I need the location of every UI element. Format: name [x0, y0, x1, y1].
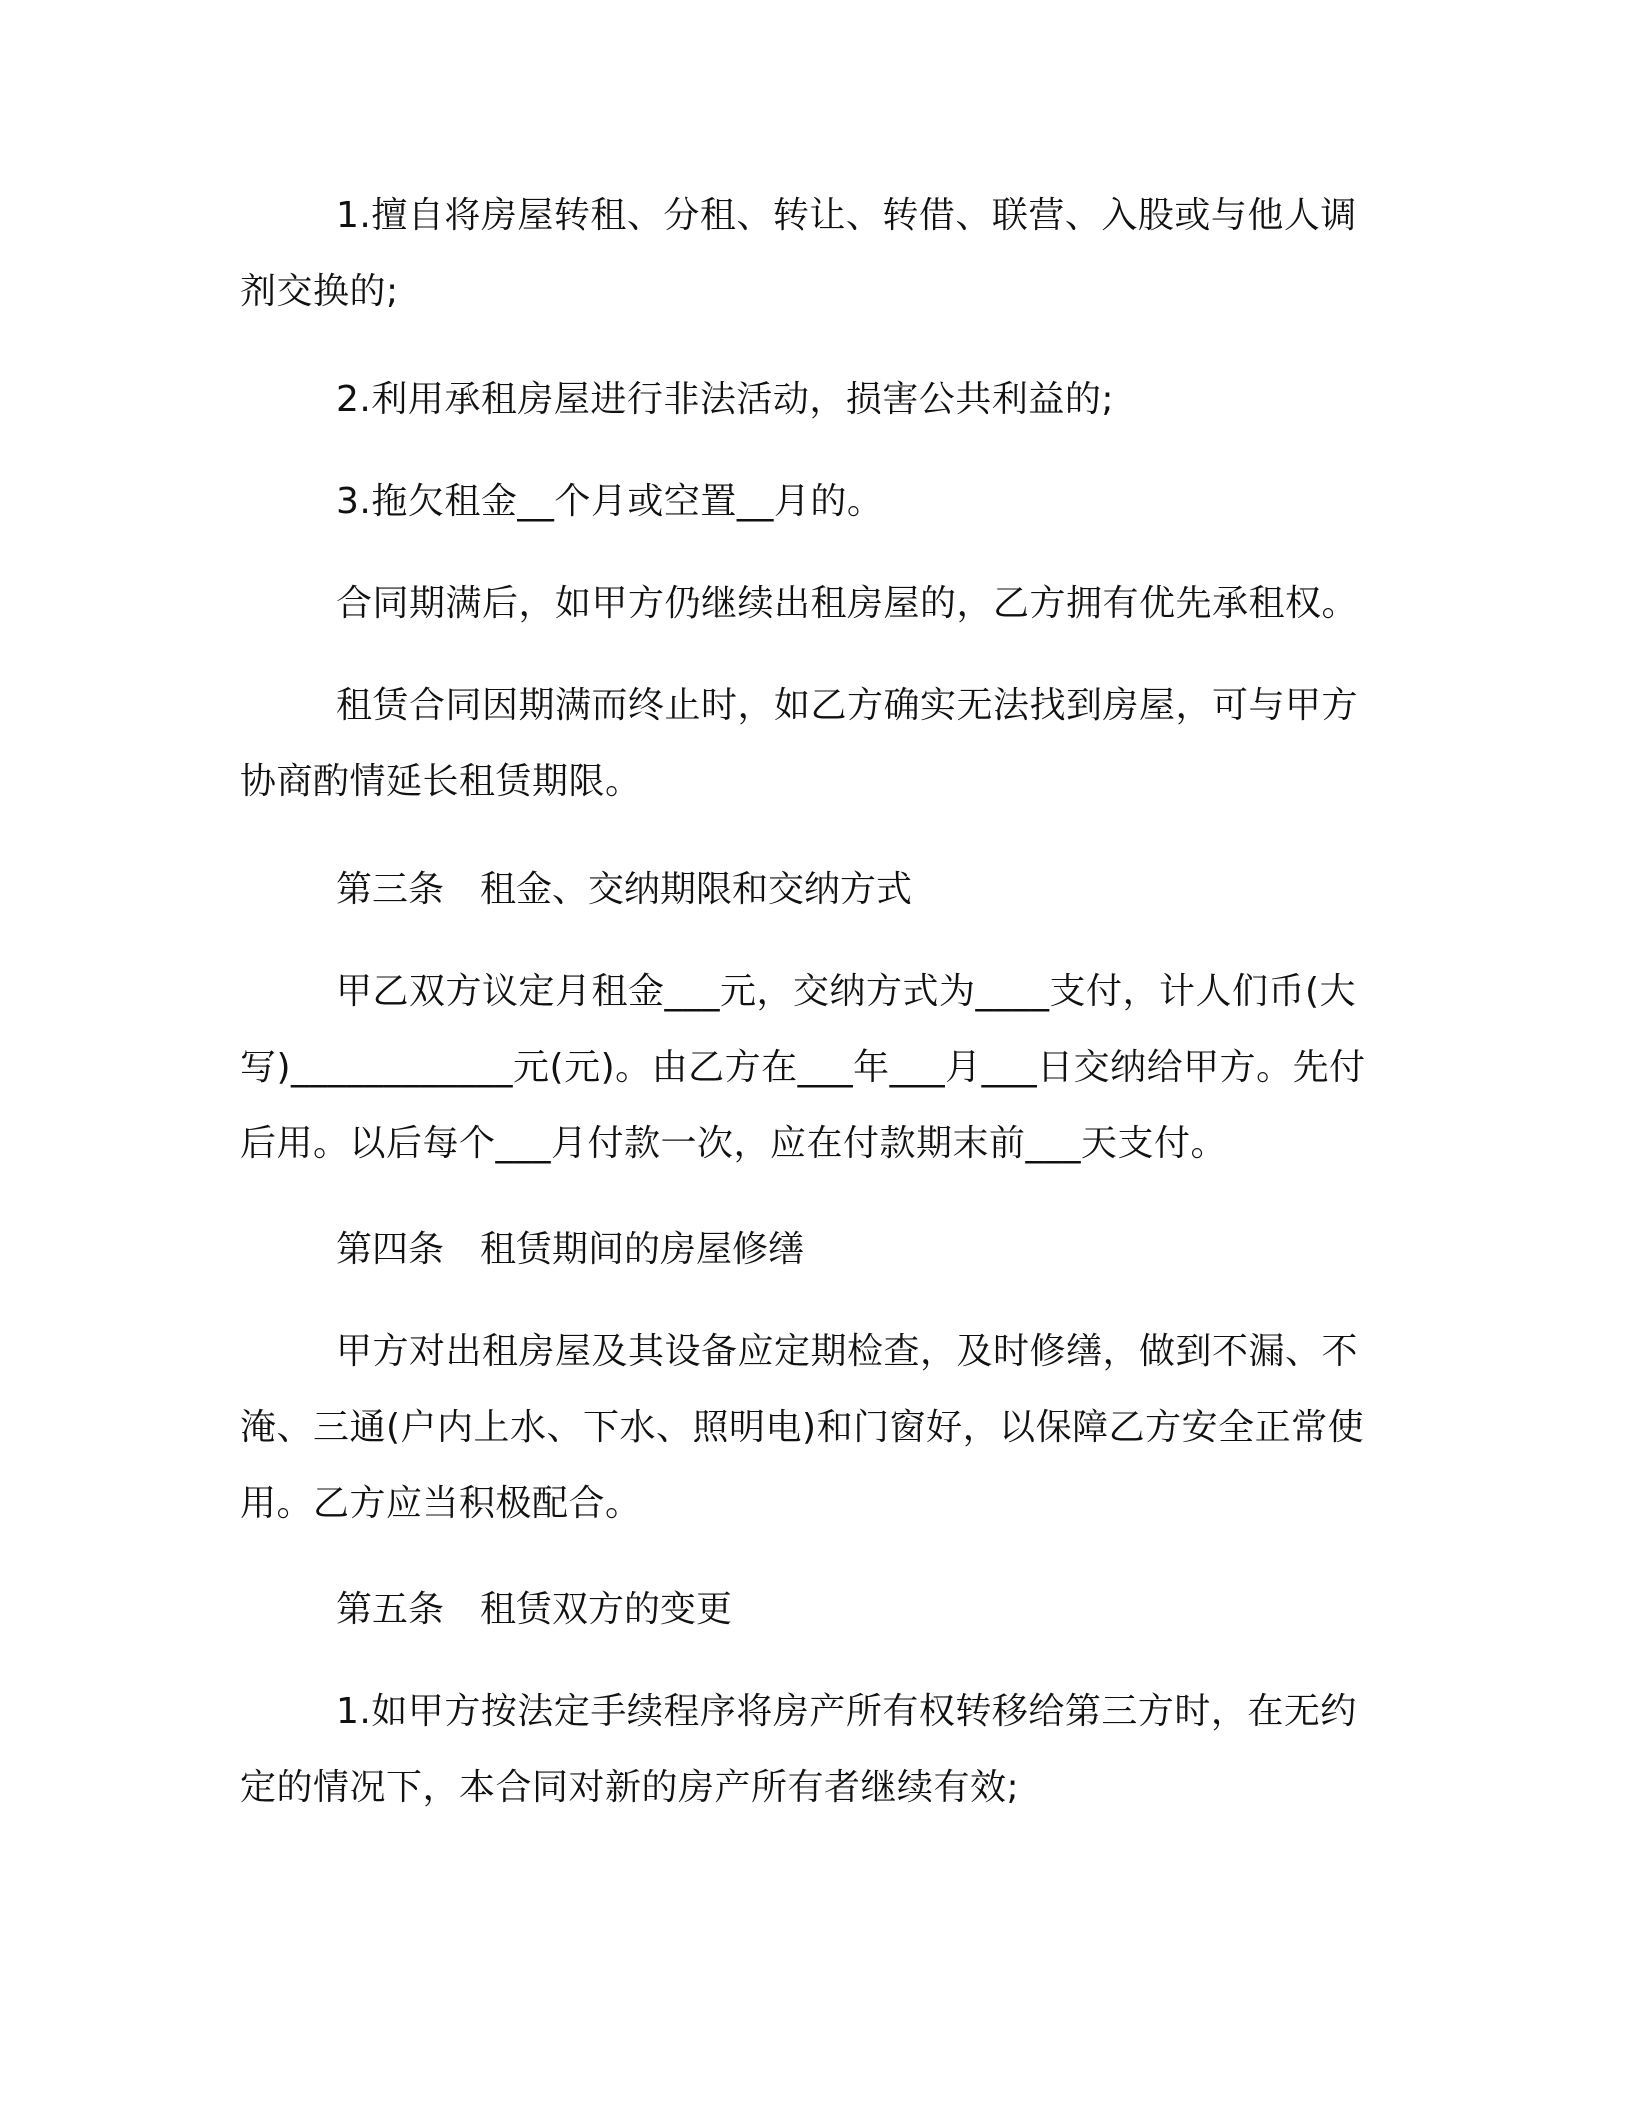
article-3-heading: 第三条 租金、交纳期限和交纳方式	[336, 869, 913, 910]
clause-item-1: 1.擅自将房屋转租、分租、转让、转借、联营、入股或与他人调剂交换的;	[240, 195, 1357, 312]
article-4-heading: 第四条 租赁期间的房屋修缮	[336, 1229, 805, 1270]
clause-item-3: 3.拖欠租金__个月或空置__月的。	[336, 481, 884, 522]
renewal-priority-paragraph: 合同期满后，如甲方仍继续出租房屋的，乙方拥有优先承租权。	[336, 583, 1359, 624]
article-5-heading: 第五条 租赁双方的变更	[336, 1589, 733, 1630]
ownership-transfer-paragraph: 1.如甲方按法定手续程序将房产所有权转移给第三方时，在无约定的情况下，本合同对新的房产所有者继续有效;	[240, 1691, 1357, 1808]
repair-obligation-paragraph: 甲方对出租房屋及其设备应定期检查，及时修缮，做到不漏、不淹、三通(户内上水、下水、照明电)和门窗好，以保障乙方安全正常使用。乙方应当积极配合。	[240, 1331, 1365, 1524]
clause-item-2: 2.利用承租房屋进行非法活动，损害公共利益的;	[336, 379, 1114, 420]
rent-payment-paragraph: 甲乙双方议定月租金___元，交纳方式为____支付，计人们币(大写)____________元(元)。由乙方在___年___月___日交纳给甲方。先付后用。以后每个___月付款一次，应在付款期末前___天支付。	[240, 971, 1366, 1164]
lease-extension-paragraph: 租赁合同因期满而终止时，如乙方确实无法找到房屋，可与甲方协商酌情延长租赁期限。	[240, 685, 1359, 802]
